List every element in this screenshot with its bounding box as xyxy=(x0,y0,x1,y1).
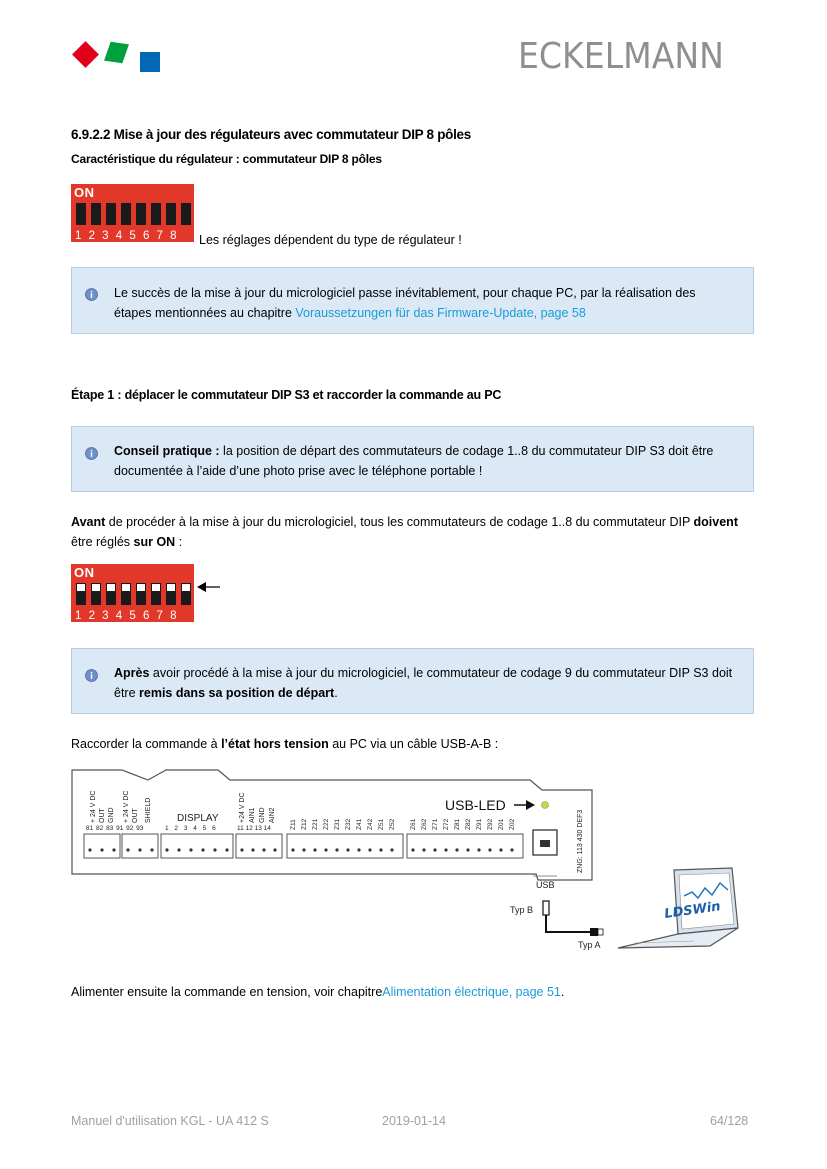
dip-numbers: 1 2 3 4 5 6 7 8 xyxy=(75,610,177,622)
ain-pins: 11 12 13 14 xyxy=(237,825,271,832)
logo-blue-square xyxy=(140,52,160,72)
section-title: 6.9.2.2 Mise à jour des régulateurs avec commutateur DIP 8 pôles xyxy=(71,127,471,142)
arrow-left-icon xyxy=(197,580,221,594)
para1-text-3: : xyxy=(175,535,183,549)
dip-caption: Les réglages dépendent du type de régulateur ! xyxy=(199,233,462,247)
label-24vdc-ain: +24 V DC xyxy=(239,792,246,823)
display-label: DISPLAY xyxy=(177,813,219,824)
label-ain1: AIN1 xyxy=(249,807,256,823)
label-z42: Z42 xyxy=(367,818,374,830)
note3-bold-1: Après xyxy=(114,666,150,680)
para1-bold-1: Avant xyxy=(71,515,106,529)
info-note-1 xyxy=(71,267,754,334)
label-z21: Z21 xyxy=(312,818,319,830)
label-z22: Z22 xyxy=(323,818,330,830)
label-z52: Z52 xyxy=(389,818,396,830)
label-z12: Z12 xyxy=(301,818,308,830)
note1-text: Le succès de la mise à jour du micrologiciel passe inévitablement, pour chaque PC, par la réalisation des étapes mentionnées au chapitre xyxy=(114,286,696,320)
dip-switch-6 xyxy=(151,203,161,225)
para1-bold-2: doivent xyxy=(693,515,738,529)
logo-green-square xyxy=(104,42,129,63)
footer-page-number: 64/128 xyxy=(710,1114,749,1128)
info-icon xyxy=(85,288,98,301)
label-out-1: OUT xyxy=(99,808,106,823)
label-z71: Z71 xyxy=(432,818,439,830)
label-z82: Z82 xyxy=(465,818,472,830)
note3-text-2: . xyxy=(334,686,338,700)
label-shield: SHIELD xyxy=(145,797,152,823)
paragraph-power-supply xyxy=(71,982,564,1002)
para1-text-2: être réglés xyxy=(71,535,134,549)
label-z32: Z32 xyxy=(345,818,352,830)
para1-bold-3: sur ON xyxy=(133,535,176,549)
dip-switch-4 xyxy=(121,203,131,225)
label-24vdc-1: + 24 V DC xyxy=(90,790,97,823)
para3-end: . xyxy=(560,985,565,999)
display-pins: 1 2 3 4 5 6 xyxy=(165,825,216,832)
dip-numbers: 1 2 3 4 5 6 7 8 xyxy=(75,230,177,242)
usb-led-label: USB-LED xyxy=(445,797,506,813)
label-ain2: AIN2 xyxy=(269,807,276,823)
power-pins: 81 82 83 91 92 93 xyxy=(86,825,144,832)
label-z72: Z72 xyxy=(443,818,450,830)
laptop-brand: LDSWin xyxy=(663,899,722,922)
label-24vdc-2: + 24 V DC xyxy=(123,790,130,823)
dip-switch-5 xyxy=(136,203,146,225)
dip-switch-2 xyxy=(91,203,101,225)
info-note-2 xyxy=(71,426,754,492)
para2-bold: l’état hors tension xyxy=(221,737,329,751)
dip-switch-7 xyxy=(166,203,176,225)
note2-text: la position de départ des commutateurs de codage 1..8 du commutateur DIP S3 doit être documentée à l’aide d’une photo prise avec le téléphone portable ! xyxy=(114,444,714,478)
info-note-3 xyxy=(71,648,754,714)
footer-date: 2019-01-14 xyxy=(382,1114,446,1128)
dip-switch-7 xyxy=(166,583,176,605)
typ-a-label: Typ A xyxy=(578,940,601,950)
dip-on-label: ON xyxy=(74,185,95,200)
label-z01: Z01 xyxy=(498,818,505,830)
label-z11: Z11 xyxy=(290,819,297,830)
dip-switch-3 xyxy=(106,583,116,605)
paragraph-before-update xyxy=(71,512,761,552)
dip-switch-8 xyxy=(181,203,191,225)
label-z31: Z31 xyxy=(334,818,341,830)
dip-switch-4 xyxy=(121,583,131,605)
usb-label: USB xyxy=(536,880,555,890)
label-z91: Z91 xyxy=(476,818,483,830)
label-z62: Z62 xyxy=(421,818,428,830)
typ-b-label: Typ B xyxy=(510,905,534,915)
note3-text-1: avoir procédé à la mise à jour du micrologiciel, le commutateur de codage 9 du commutateur DIP S3 doit être xyxy=(114,666,733,700)
paragraph-connect xyxy=(71,734,498,754)
note3-bold-2: remis dans sa position de départ xyxy=(139,686,335,700)
dip-switch-1 xyxy=(76,583,86,605)
label-z81: Z81 xyxy=(454,818,461,830)
dip-switch-2 xyxy=(91,583,101,605)
footer-doc-title: Manuel d'utilisation KGL - UA 412 S xyxy=(71,1114,269,1128)
dip-switch-5 xyxy=(136,583,146,605)
label-gnd-ain: GND xyxy=(259,807,266,823)
dip-switch-3 xyxy=(106,203,116,225)
label-gnd-1: GND xyxy=(108,807,115,823)
dip-switch-6 xyxy=(151,583,161,605)
dip-switch-1 xyxy=(76,203,86,225)
logo-red-diamond xyxy=(72,41,99,68)
brand-name: ECKELMANN xyxy=(518,36,724,77)
label-z02: Z02 xyxy=(509,818,516,830)
label-z51: Z51 xyxy=(378,818,385,830)
dip-switch-8 xyxy=(181,583,191,605)
zng-label: ZNG: 113 430 DEF3 xyxy=(577,809,584,873)
usb-connection-diagram xyxy=(70,768,760,958)
label-out-2: OUT xyxy=(132,808,139,823)
para1-text-1: de procéder à la mise à jour du micrologiciel, tous les commutateurs de codage 1..8 du commutateur DIP xyxy=(105,515,694,529)
note2-bold: Conseil pratique : xyxy=(114,444,220,458)
section-subtitle: Caractéristique du régulateur : commutateur DIP 8 pôles xyxy=(71,152,382,166)
dip-on-label: ON xyxy=(74,565,95,580)
para3-link[interactable]: Alimentation électrique, page 51 xyxy=(382,985,561,999)
dip-switch-all-on-image xyxy=(71,564,194,622)
note1-link[interactable]: Voraussetzungen für das Firmware-Update, page 58 xyxy=(295,306,586,320)
para2-text-2: au PC via un câble USB-A-B : xyxy=(328,737,499,751)
label-z61: Z61 xyxy=(410,818,417,830)
info-icon xyxy=(85,669,98,682)
para3-text: Alimenter ensuite la commande en tension, voir chapitre xyxy=(71,985,383,999)
usb-led-icon xyxy=(542,802,549,809)
label-z41: Z41 xyxy=(356,818,363,830)
label-z92: Z92 xyxy=(487,818,494,830)
para2-text-1: Raccorder la commande à xyxy=(71,737,222,751)
dip-switch-image xyxy=(71,184,194,242)
info-icon xyxy=(85,447,98,460)
step1-title: Étape 1 : déplacer le commutateur DIP S3 et raccorder la commande au PC xyxy=(71,388,502,402)
